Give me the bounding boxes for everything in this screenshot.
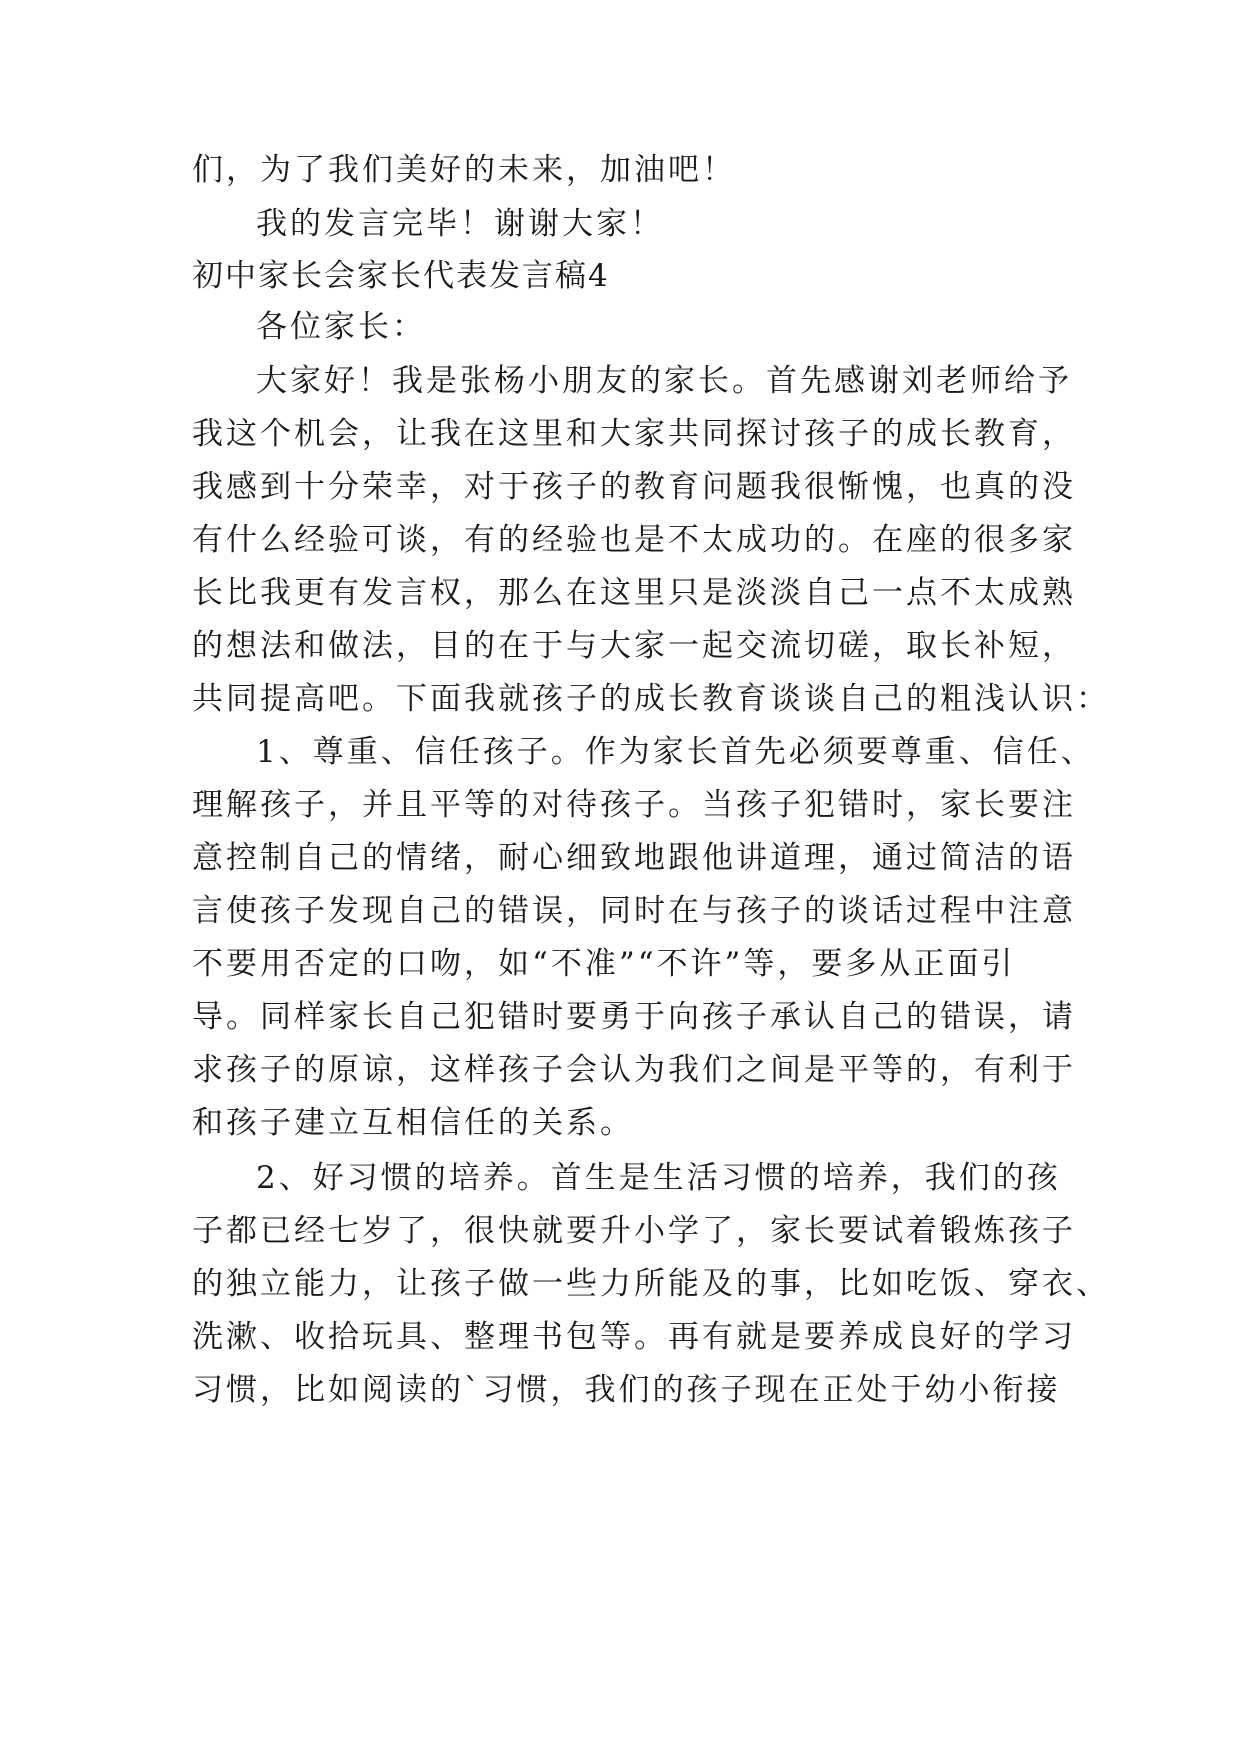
text-line: 子都已经七岁了，很快就要升小学了，家长要试着锻炼孩子: [192, 1213, 1076, 1249]
salutation: 各位家长：: [256, 309, 426, 345]
text-line: 和孩子建立互相信任的关系。: [192, 1105, 634, 1141]
text-line: 我感到十分荣幸，对于孩子的教育问题我很惭愧，也真的没: [192, 469, 1076, 505]
text-line: 洗漱、收拾玩具、整理书包等。再有就是要养成良好的学习: [192, 1319, 1076, 1355]
text-line: 们，为了我们美好的未来，加油吧！: [192, 152, 736, 188]
text-line: 我的发言完毕！谢谢大家！: [256, 206, 664, 242]
text-line: 1、尊重、信任孩子。作为家长首先必须要尊重、信任、: [256, 734, 1095, 770]
text-line: 理解孩子，并且平等的对待孩子。当孩子犯错时，家长要注: [192, 787, 1076, 823]
section-heading: 初中家长会家长代表发言稿4: [192, 258, 610, 294]
text-line: 意控制自己的情绪，耐心细致地跟他讲道理，通过简洁的语: [192, 840, 1076, 876]
text-line: 言使孩子发现自己的错误，同时在与孩子的谈话过程中注意: [192, 893, 1076, 929]
text-line: 大家好！我是张杨小朋友的家长。首先感谢刘老师给予: [256, 363, 1072, 399]
text-line: 导。同样家长自己犯错时要勇于向孩子承认自己的错误，请: [192, 999, 1076, 1035]
text-line: 长比我更有发言权，那么在这里只是淡淡自己一点不太成熟: [192, 575, 1076, 611]
text-line: 2、好习惯的培养。首生是生活习惯的培养，我们的孩: [256, 1160, 1061, 1196]
text-line: 共同提高吧。下面我就孩子的成长教育谈谈自己的粗浅认识：: [192, 681, 1110, 717]
text-line: 的独立能力，让孩子做一些力所能及的事，比如吃饭、穿衣、: [192, 1266, 1110, 1302]
text-line: 求孩子的原谅，这样孩子会认为我们之间是平等的，有利于: [192, 1052, 1076, 1088]
text-line: 习惯，比如阅读的`习惯，我们的孩子现在正处于幼小衔接: [192, 1372, 1061, 1408]
text-line: 我这个机会，让我在这里和大家共同探讨孩子的成长教育，: [192, 416, 1076, 452]
text-line: 不要用否定的口吻，如“不准”“不许”等，要多从正面引: [192, 946, 1016, 982]
text-line: 的想法和做法，目的在于与大家一起交流切磋，取长补短，: [192, 628, 1076, 664]
text-line: 有什么经验可谈，有的经验也是不太成功的。在座的很多家: [192, 522, 1076, 558]
